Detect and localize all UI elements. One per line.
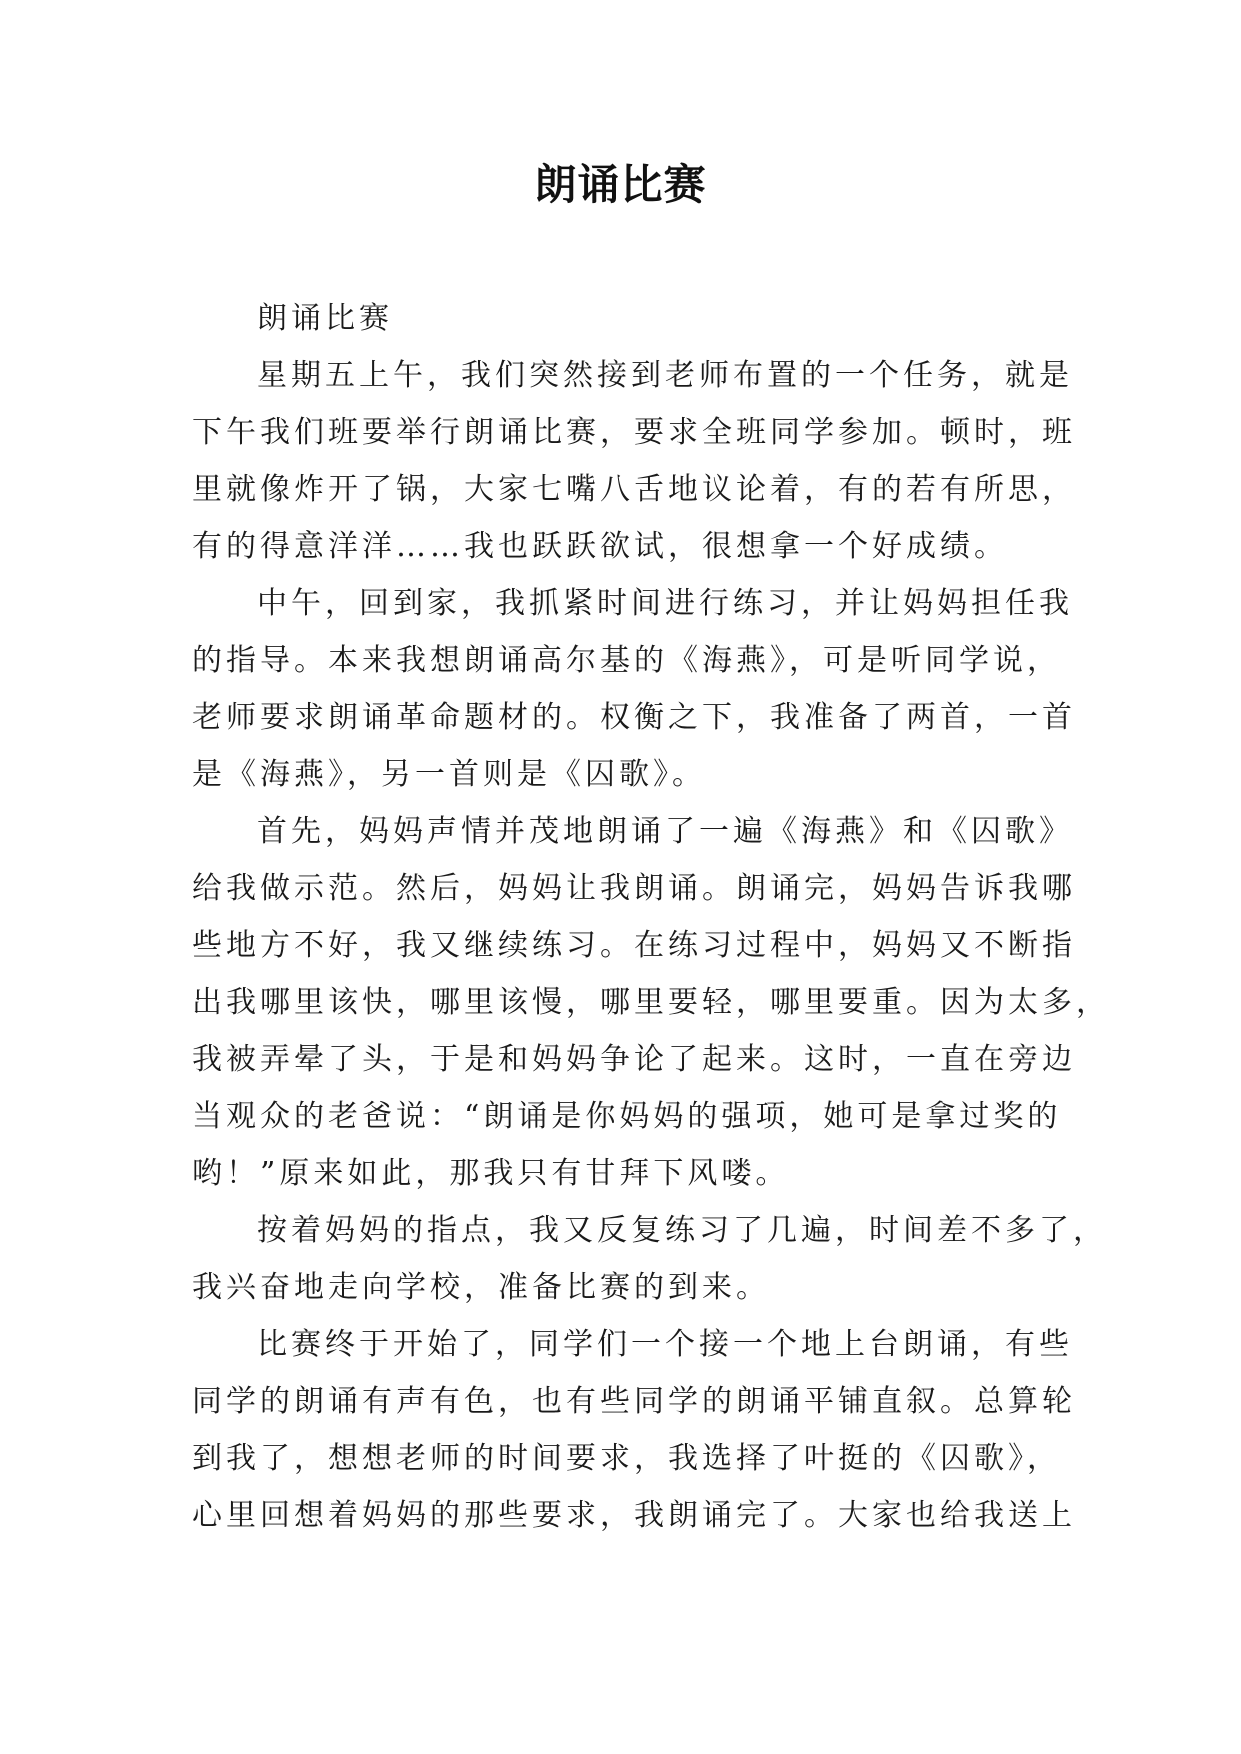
text-line: 下午我们班要举行朗诵比赛，要求全班同学参加。顿时，班	[192, 415, 1076, 450]
text-line: 的指导。本来我想朗诵高尔基的《海燕》，可是听同学说，	[192, 643, 1061, 678]
text-line: 首先，妈妈声情并茂地朗诵了一遍《海燕》和《囚歌》	[257, 814, 1073, 849]
text-line: 到我了，想想老师的时间要求，我选择了叶挺的《囚歌》，	[192, 1441, 1061, 1476]
text-line: 出我哪里该快，哪里该慢，哪里要轻，哪里要重。因为太多，	[192, 985, 1110, 1020]
text-line: 我被弄晕了头，于是和妈妈争论了起来。这时，一直在旁边	[192, 1042, 1076, 1077]
text-line: 哟！”原来如此，那我只有甘拜下风喽。	[192, 1156, 790, 1191]
document-title: 朗诵比赛	[534, 160, 707, 209]
text-line: 些地方不好，我又继续练习。在练习过程中，妈妈又不断指	[192, 928, 1076, 963]
text-line: 按着妈妈的指点，我又反复练习了几遍，时间差不多了，	[257, 1213, 1107, 1248]
text-line: 我兴奋地走向学校，准备比赛的到来。	[192, 1270, 770, 1305]
text-line: 给我做示范。然后，妈妈让我朗诵。朗诵完，妈妈告诉我哪	[192, 871, 1076, 906]
text-line: 星期五上午，我们突然接到老师布置的一个任务，就是	[257, 358, 1073, 393]
text-line: 有的得意洋洋……我也跃跃欲试，很想拿一个好成绩。	[192, 529, 1008, 564]
text-line: 比赛终于开始了，同学们一个接一个地上台朗诵，有些	[257, 1327, 1073, 1362]
document-body	[192, 290, 1110, 1544]
text-line: 老师要求朗诵革命题材的。权衡之下，我准备了两首，一首	[192, 700, 1076, 735]
text-line: 朗诵比赛	[257, 301, 393, 336]
text-line: 里就像炸开了锅，大家七嘴八舌地议论着，有的若有所思，	[192, 472, 1076, 507]
text-line: 是《海燕》，另一首则是《囚歌》。	[192, 757, 706, 792]
text-line: 同学的朗诵有声有色，也有些同学的朗诵平铺直叙。总算轮	[192, 1384, 1076, 1419]
text-line: 中午，回到家，我抓紧时间进行练习，并让妈妈担任我	[257, 586, 1073, 621]
text-line: 当观众的老爸说：“朗诵是你妈妈的强项，她可是拿过奖的	[192, 1099, 1062, 1134]
text-line: 心里回想着妈妈的那些要求，我朗诵完了。大家也给我送上	[192, 1498, 1076, 1533]
